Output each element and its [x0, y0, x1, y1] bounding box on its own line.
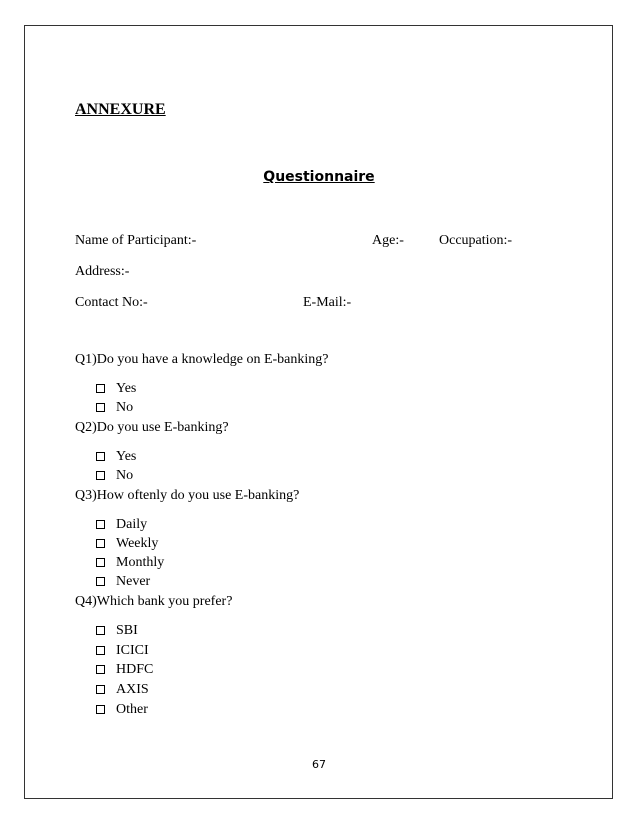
option-label: AXIS — [116, 682, 149, 697]
option-label: No — [116, 468, 134, 483]
option-label: Weekly — [116, 536, 159, 551]
q4-option-icici[interactable] — [96, 643, 149, 659]
option-label: SBI — [116, 623, 138, 638]
option-label: Monthly — [116, 555, 165, 570]
checkbox-icon[interactable] — [96, 665, 105, 674]
checkbox-icon[interactable] — [96, 539, 105, 548]
checkbox-icon[interactable] — [96, 626, 105, 635]
checkbox-icon[interactable] — [96, 646, 105, 655]
question-1: Q1)Do you have a knowledge on E-banking? — [75, 352, 329, 367]
option-label: ICICI — [116, 643, 149, 658]
checkbox-icon[interactable] — [96, 558, 105, 567]
checkbox-icon[interactable] — [96, 705, 105, 714]
option-label: Never — [116, 574, 151, 589]
email-label: E-Mail:- — [303, 295, 352, 310]
q4-option-hdfc[interactable] — [96, 662, 153, 678]
q2-option-yes[interactable] — [96, 449, 136, 465]
question-2: Q2)Do you use E-banking? — [75, 420, 229, 435]
q1-option-no[interactable] — [96, 400, 133, 416]
q3-option-monthly[interactable] — [96, 555, 164, 571]
page-number: 67 — [312, 758, 326, 771]
q1-option-yes[interactable] — [96, 381, 136, 397]
option-label: Other — [116, 702, 148, 717]
option-label: No — [116, 400, 134, 415]
checkbox-icon[interactable] — [96, 384, 105, 393]
question-4: Q4)Which bank you prefer? — [75, 594, 233, 609]
q3-option-daily[interactable] — [96, 517, 147, 533]
checkbox-icon[interactable] — [96, 452, 105, 461]
option-label: Yes — [116, 449, 137, 464]
address-label: Address:- — [75, 264, 130, 279]
q4-option-axis[interactable] — [96, 682, 149, 698]
q4-option-other[interactable] — [96, 702, 148, 718]
checkbox-icon[interactable] — [96, 471, 105, 480]
annexure-heading: ANNEXURE — [75, 101, 166, 118]
q2-option-no[interactable] — [96, 468, 133, 484]
participant-name-label: Name of Participant:- — [75, 233, 197, 248]
age-label: Age:- — [372, 233, 404, 248]
checkbox-icon[interactable] — [96, 685, 105, 694]
checkbox-icon[interactable] — [96, 577, 105, 586]
option-label: Yes — [116, 381, 137, 396]
q3-option-weekly[interactable] — [96, 536, 158, 552]
q4-option-sbi[interactable] — [96, 623, 138, 639]
q3-option-never[interactable] — [96, 574, 150, 590]
questionnaire-title: Questionnaire — [263, 169, 375, 185]
checkbox-icon[interactable] — [96, 403, 105, 412]
occupation-label: Occupation:- — [439, 233, 513, 248]
option-label: Daily — [116, 517, 148, 532]
contact-label: Contact No:- — [75, 295, 148, 310]
checkbox-icon[interactable] — [96, 520, 105, 529]
question-3: Q3)How oftenly do you use E-banking? — [75, 488, 300, 503]
option-label: HDFC — [116, 662, 154, 677]
